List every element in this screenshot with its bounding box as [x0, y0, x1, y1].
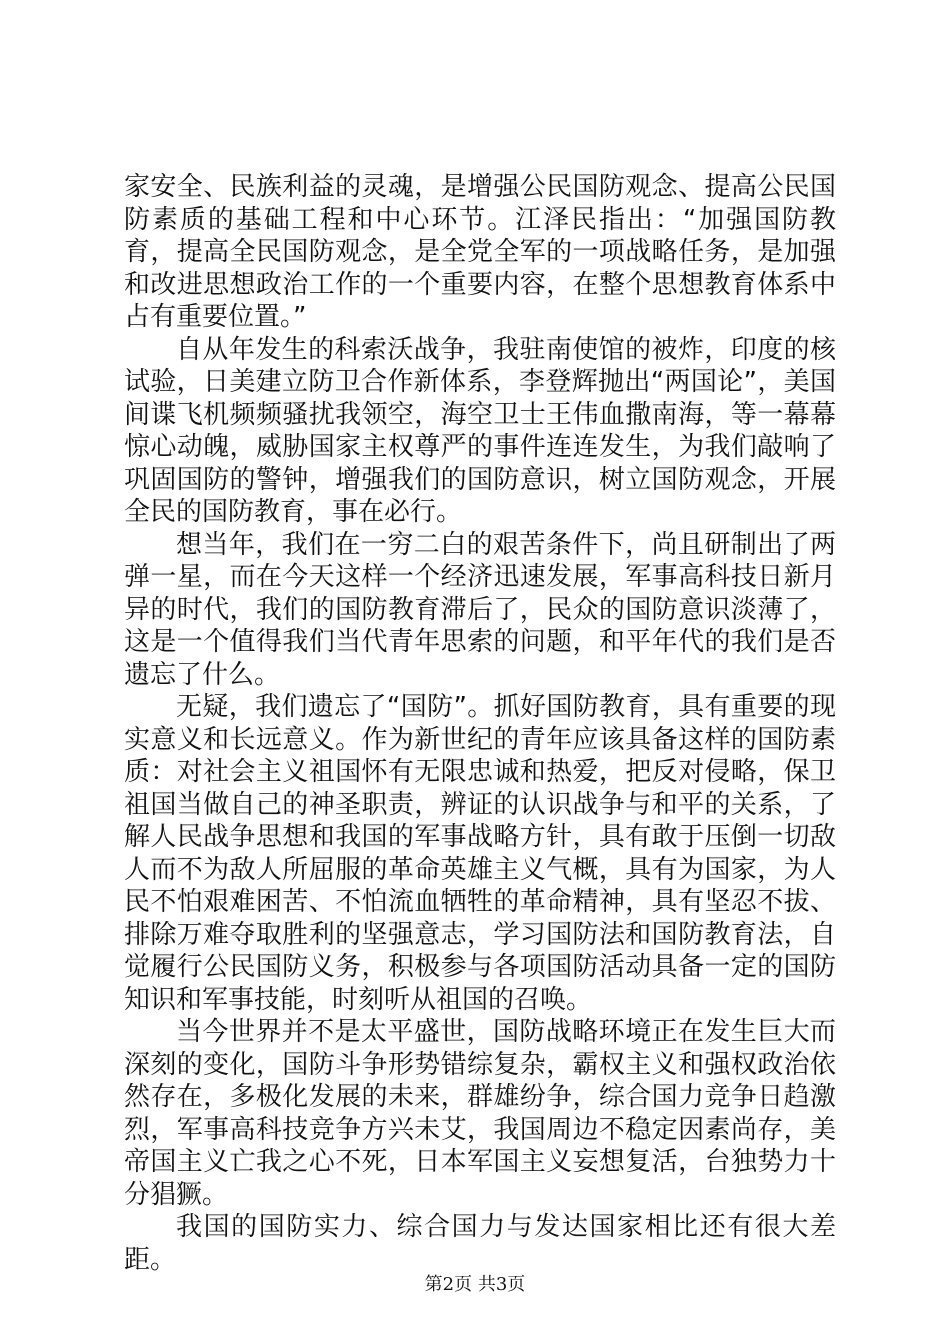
paragraph-6: 我国的国防实力、综合国力与发达国家相比还有很大差距。	[124, 1212, 836, 1275]
page-footer: 第2页 共3页	[424, 1274, 526, 1295]
paragraph-3: 想当年，我们在一穷二白的艰苦条件下，尚且研制出了两弹一星，而在今天这样一个经济迅速发展，军事高科技日新月异的时代，我们的国防教育滞后了，民众的国防意识淡薄了，这是一个值得我们当代青年思索的问题，和平年代的我们是否遗忘了什么。	[124, 529, 836, 690]
paragraph-5: 当今世界并不是太平盛世，国防战略环境正在发生巨大而深刻的变化，国防斗争形势错综复杂，霸权主义和强权政治依然存在，多极化发展的未来，群雄纷争，综合国力竞争日趋激烈，军事高科技竞争方兴未艾，我国周边不稳定因素尚存，美帝国主义亡我之心不死，日本军国主义妄想复活，台独势力十分猖獗。	[124, 1017, 836, 1210]
paragraph-4: 无疑，我们遗忘了“国防”。抓好国防教育，具有重要的现实意义和长远意义。作为新世纪的青年应该具备这样的国防素质：对社会主义祖国怀有无限忠诚和热爱，把反对侵略，保卫祖国当做自己的神圣职责，辨证的认识战争与和平的关系，了解人民战争思想和我国的军事战略方针，具有敢于压倒一切敌人而不为敌人所屈服的革命英雄主义气概，具有为国家，为人民不怕艰难困苦、不怕流血牺牲的革命精神，具有坚忍不拔、排除万难夺取胜利的坚强意志，学习国防法和国防教育法，自觉履行公民国防义务，积极参与各项国防活动具备一定的国防知识和军事技能，时刻听从祖国的召唤。	[124, 692, 836, 1015]
paragraph-1: 家安全、民族利益的灵魂，是增强公民国防观念、提高公民国防素质的基础工程和中心环节。江泽民指出：“加强国防教育，提高全民国防观念，是全党全军的一项战略任务，是加强和改进思想政治工作的一个重要内容，在整个思想教育体系中占有重要位置。”	[124, 172, 836, 332]
paragraph-2: 自从年发生的科索沃战争，我驻南使馆的被炸，印度的核试验，日美建立防卫合作新体系，李登辉抛出“两国论”，美国间谍飞机频频骚扰我领空，海空卫士王伟血撒南海，等一幕幕惊心动魄，威胁国家主权尊严的事件连连发生，为我们敲响了巩固国防的警钟，增强我们的国防意识，树立国防观念，开展全民的国防教育，事在必行。	[124, 334, 836, 527]
document-body	[124, 171, 836, 1276]
